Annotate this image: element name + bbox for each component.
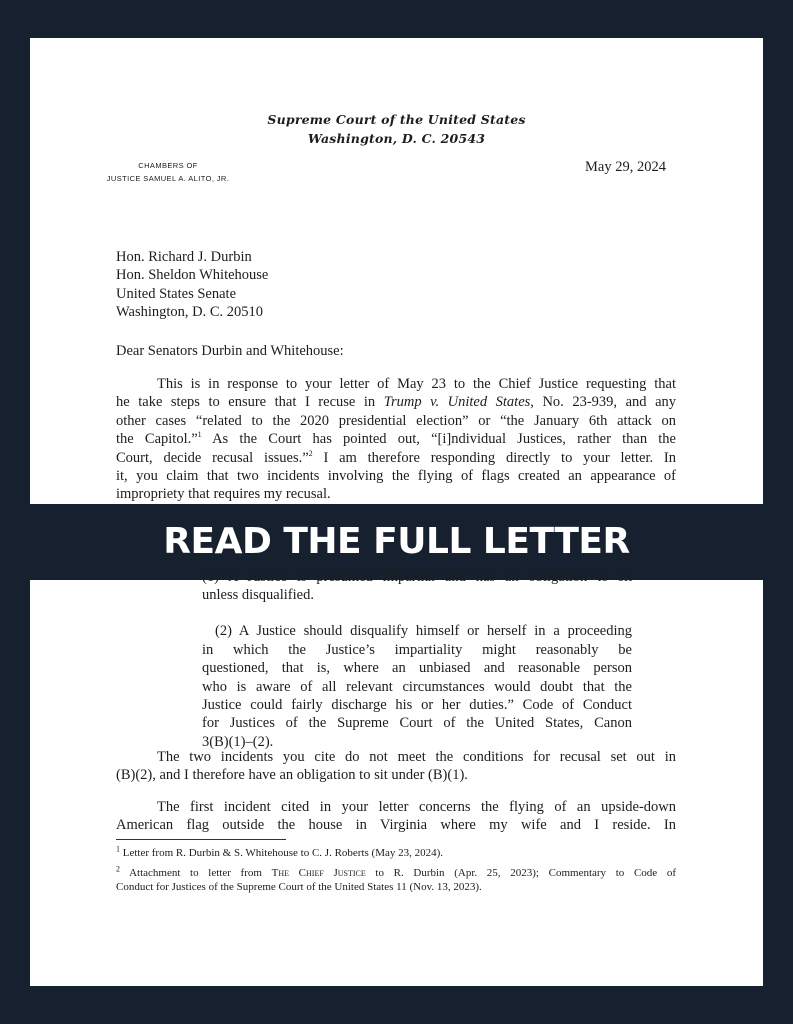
text-run: I am therefore responding directly to your letter. In bbox=[312, 449, 676, 466]
quote-cutoff-line bbox=[202, 568, 632, 586]
footnote-text: Letter from R. Durbin & S. Whitehouse to C. J. Roberts (May 23, 2024). bbox=[120, 847, 444, 859]
text-run: , No. 23-939, and any bbox=[530, 394, 677, 411]
text-run: As the Court has pointed out, “[i]ndividual Justices, rather than the bbox=[201, 431, 676, 448]
court-address: Washington, D. C. 20543 bbox=[307, 131, 486, 146]
chambers-justice: JUSTICE SAMUEL A. ALITO, JR. bbox=[106, 174, 230, 183]
footnote-ref: 1 bbox=[197, 430, 202, 440]
address-line: Washington, D. C. 20510 bbox=[116, 304, 264, 321]
text-line: This is in response to your letter of May 23 to the Chief Justice requesting that bbox=[157, 376, 676, 392]
text-line bbox=[116, 430, 676, 448]
text-line: who is aware of all relevant circumstances would doubt that the bbox=[202, 678, 632, 695]
canon-quote bbox=[202, 586, 632, 751]
footnote-text: Attachment to letter from bbox=[120, 867, 272, 879]
footnote-text: to R. Durbin (Apr. 25, 2023); Commentary to Code of bbox=[365, 867, 677, 879]
text-line bbox=[116, 449, 676, 467]
address-line: Hon. Richard J. Durbin bbox=[116, 249, 252, 265]
footnote-1 bbox=[116, 846, 443, 860]
text-line: Justice could fairly discharge his or her duties.” Code of Conduct bbox=[202, 697, 632, 714]
text-line: The first incident cited in your letter concerns the flying of an upside-down bbox=[157, 799, 676, 815]
text-line bbox=[116, 393, 676, 411]
footnote-ref: 2 bbox=[308, 448, 313, 458]
text-line: impropriety that requires my recusal. bbox=[116, 486, 331, 503]
paragraph-3 bbox=[116, 798, 676, 835]
footnote-number: 2 bbox=[116, 864, 120, 874]
text-run: he take steps to ensure that I recuse in bbox=[116, 394, 384, 411]
text-line: Conduct for Justices of the Supreme Court of the United States 11 (Nov. 13, 2023). bbox=[116, 881, 482, 893]
text-line: questioned, that is, where an unbiased and reasonable person bbox=[202, 660, 632, 677]
text-line: unless disqualified. bbox=[202, 587, 314, 603]
text-line: The two incidents you cite do not meet the conditions for recusal set out in bbox=[157, 749, 676, 765]
paragraph-1 bbox=[116, 375, 676, 504]
text-line: (2) A Justice should disqualify himself or herself in a proceeding bbox=[215, 623, 632, 640]
paragraph-2 bbox=[116, 748, 676, 785]
text-line: 3(B)(1)–(2). bbox=[202, 733, 274, 750]
footnote-number: 1 bbox=[116, 844, 120, 854]
address-block bbox=[116, 248, 268, 322]
text-line: it, you claim that two incidents involving the flying of flags created an appearance of bbox=[116, 468, 676, 485]
text-line: (B)(2), and I therefore have an obligation to sit under (B)(1). bbox=[116, 767, 468, 784]
footnote-divider bbox=[116, 839, 286, 840]
letter-date: May 29, 2024 bbox=[585, 159, 666, 175]
salutation: Dear Senators Durbin and Whitehouse: bbox=[116, 343, 344, 359]
chambers-label: CHAMBERS OF bbox=[138, 161, 198, 170]
address-line: United States Senate bbox=[116, 285, 237, 302]
banner-label[interactable]: READ THE FULL LETTER bbox=[163, 521, 630, 562]
text-line: in which the Justice’s impartiality might reasonably be bbox=[202, 641, 632, 658]
footnote-2 bbox=[116, 866, 676, 894]
text-line: American flag outside the house in Virginia where my wife and I reside. In bbox=[116, 817, 676, 834]
text-line bbox=[116, 866, 676, 880]
text-run: the Capitol.” bbox=[116, 431, 198, 448]
text-line: for Justices of the Supreme Court of the United States, Canon bbox=[202, 715, 632, 732]
footnote-text: The Chief Justice bbox=[271, 867, 366, 879]
text-line: other cases “related to the 2020 presidential election” or “the January 6th attack on bbox=[116, 412, 676, 429]
text-run: Court, decide recusal issues.” bbox=[116, 449, 309, 466]
text-line: (1) A Justice is presumed impartial and has an obligation to sit bbox=[202, 569, 632, 585]
court-name: Supreme Court of the United States bbox=[267, 112, 526, 127]
address-line: Hon. Sheldon Whitehouse bbox=[116, 267, 269, 284]
letter-page-top bbox=[30, 38, 763, 504]
letter-page-bottom bbox=[30, 569, 763, 986]
case-name: Trump v. United States bbox=[383, 394, 531, 411]
